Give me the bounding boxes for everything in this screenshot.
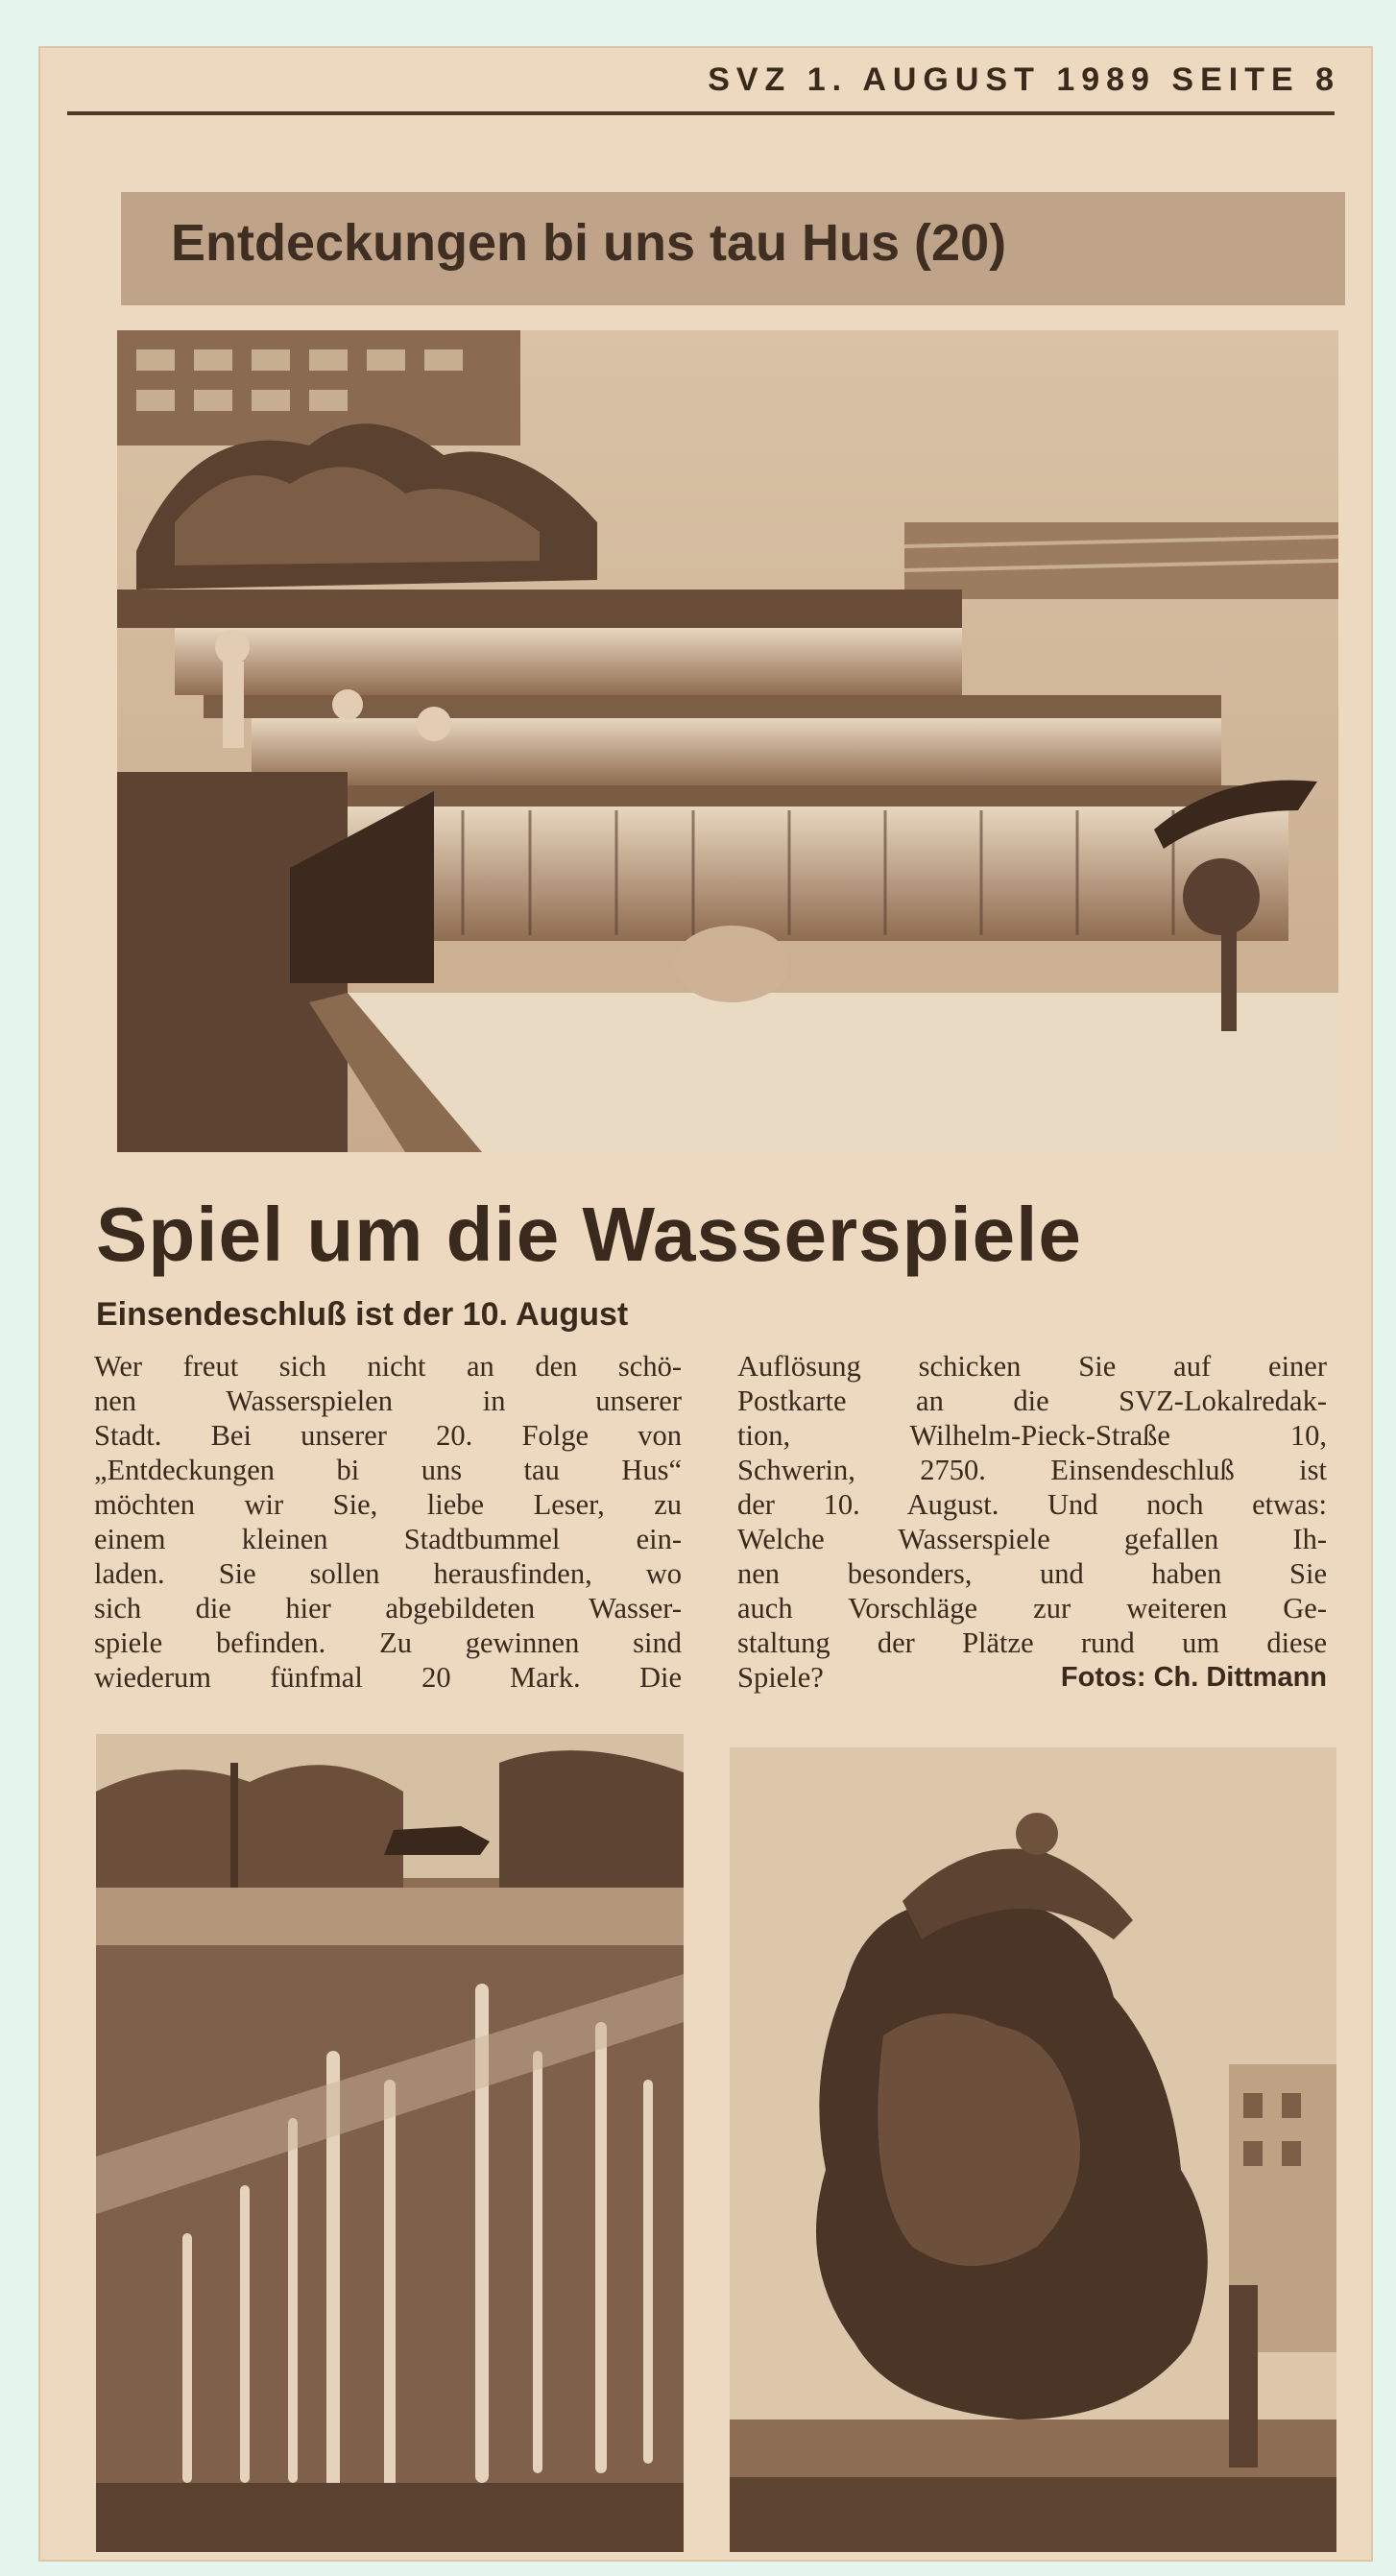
body-line: der 10. August. Und noch etwas:	[737, 1488, 1327, 1521]
article-subhead: Einsendeschluß ist der 10. August	[96, 1296, 629, 1333]
masthead-rule	[67, 111, 1335, 115]
sculpture-fountain-photo	[730, 1747, 1336, 2552]
body-line: einem kleinen Stadtbummel ein-	[94, 1523, 682, 1555]
body-line: „Entdeckungen bi uns tau Hus“	[94, 1454, 682, 1486]
body-column-left	[94, 1349, 682, 1695]
body-line: Stadt. Bei unserer 20. Folge von	[94, 1419, 682, 1452]
masthead-dateline: SVZ 1. AUGUST 1989 SEITE 8	[708, 61, 1340, 98]
body-line: wiederum fünfmal 20 Mark. Die	[94, 1661, 682, 1694]
body-line: nen besonders, und haben Sie	[737, 1557, 1327, 1590]
body-line: Spiele?	[737, 1661, 824, 1694]
body-line: Postkarte an die SVZ-Lokalredak-	[737, 1384, 1327, 1417]
body-line: Auflösung schicken Sie auf einer	[737, 1350, 1327, 1383]
body-line: auch Vorschläge zur weiteren Ge-	[737, 1592, 1327, 1625]
body-line: laden. Sie sollen herausfinden, wo	[94, 1557, 682, 1590]
cascade-fountain-photo	[117, 330, 1338, 1152]
jet-fountain-photo	[96, 1734, 684, 2552]
series-title: Entdeckungen bi uns tau Hus (20)	[171, 214, 1007, 272]
body-line: möchten wir Sie, liebe Leser, zu	[94, 1488, 682, 1521]
body-line: Wer freut sich nicht an den schö-	[94, 1350, 682, 1383]
body-column-right	[737, 1349, 1327, 1695]
body-line: sich die hier abgebildeten Wasser-	[94, 1592, 682, 1625]
body-line: Welche Wasserspiele gefallen Ih-	[737, 1523, 1327, 1555]
body-line: Schwerin, 2750. Einsendeschluß ist	[737, 1454, 1327, 1486]
photo-credit: Fotos: Ch. Dittmann	[1060, 1662, 1327, 1693]
body-line: staltung der Plätze rund um diese	[737, 1626, 1327, 1659]
body-last-line	[737, 1660, 1327, 1695]
article-headline: Spiel um die Wasserspiele	[96, 1192, 1082, 1277]
body-line: nen Wasserspielen in unserer	[94, 1384, 682, 1417]
body-line: spiele befinden. Zu gewinnen sind	[94, 1626, 682, 1659]
body-line: tion, Wilhelm-Pieck-Straße 10,	[737, 1419, 1327, 1452]
